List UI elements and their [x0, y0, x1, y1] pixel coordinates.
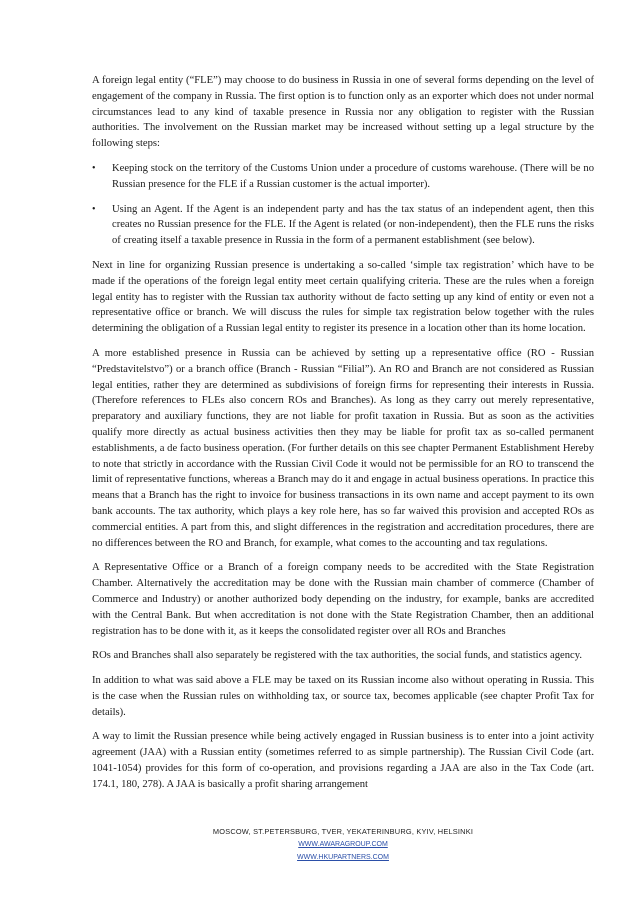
footer-link-hkupartners[interactable]: WWW.HKUPARTNERS.COM — [297, 854, 389, 861]
paragraph-accreditation: A Representative Office or a Branch of a foreign company needs to be accredited with the State Registration Chamber. Alternatively the accreditation may be done with the Russian main chamber of commerce (Chamber of Commerce and Industry) or another authorized body depending on the industry, for example, banks are accredited with the Central Bank. But when accreditation is not done with the State Registration Chamber, then an additional registration has to be done with it, as it keeps the consolidated register over all ROs and Branches — [92, 562, 594, 637]
footer-cities: MOSCOW, ST.PETERSBURG, TVER, YEKATERINBURG, KYIV, HELSINKI — [212, 827, 474, 836]
footer-link-awaragroup[interactable]: WWW.AWARAGROUP.COM — [298, 841, 388, 848]
bullet-text: Keeping stock on the territory of the Customs Union under a procedure of customs warehouse. (There will be no Russian presence for the FLE if a Russian customer is the actual importer). — [112, 162, 594, 190]
paragraph-representative-office: A more established presence in Russia can be achieved by setting up a representative office (RO - Russian “Predstavitelstvo”) or a branch office (Branch - Russian “Filial”). An RO and Branch are not considered as Russian legal entities, rather they are determined as subdivisions of foreign firms for representing their interests in Russia. (Therefore references to FLEs also concern ROs and Branches). As long as they carry out merely representative, preparatory and auxiliary functions, they are not liable for profit taxation in Russia. But as soon as the activities qualify more directly as actual business activities then they may be liable for profit tax as so-called permanent establishments, a de facto business operation. (For further details on this see chapter Permanent Establishment Hereby to note that strictly in accordance with the Russian Civil Code it would not be permissible for an RO to transcend the limit of representative functions, whereas a Branch may do it and engage in actual business operations. In practice this means that a Branch has the right to invoice for business transactions in its own name and accept payment to its own bank accounts. The tax authority, which plays a key role here, has so far waived this provision and accepted ROs as commercial entities. A part from this, and slight differences in the registration and accreditation procedures, there are no differences between the RO and Branch, for example, what comes to the accounting and tax regulations. — [92, 347, 594, 549]
bullet-item-agent — [92, 202, 594, 249]
paragraph-intro: A foreign legal entity (“FLE”) may choose to do business in Russia in one of several forms depending on the level of engagement of the company in Russia. The first option is to function only as an exporter which does not under normal circumstances lead to any kind of taxable presence in Russia nor any obligation to register with the Russian authorities. The involvement on the Russian market may be increased without setting up a legal structure by the following steps: — [92, 75, 594, 150]
bullet-text: Using an Agent. If the Agent is an independent party and has the tax status of an independent agent, then this creates no Russian presence for the FLE. If the Agent is related (or non-independent), then the FLE runs the risks of creating itself a taxable presence in Russia in the form of a permanent establishment (see below). — [112, 203, 594, 247]
bullet-list — [92, 161, 594, 249]
bullet-icon: • — [92, 162, 96, 174]
bullet-icon: • — [92, 203, 96, 215]
paragraph-registration-authorities: ROs and Branches shall also separately be registered with the tax authorities, the social funds, and statistics agency. — [92, 650, 583, 662]
paragraph-withholding-tax: In addition to what was said above a FLE may be taxed on its Russian income also without operating in Russia. This is the case when the Russian rules on withholding tax, or source tax, becomes applicable (see chapter Profit Tax for details). — [92, 675, 594, 718]
paragraph-simple-tax-registration: Next in line for organizing Russian presence is undertaking a so-called ‘simple tax registration’ which have to be made if the operations of the foreign legal entity meet certain qualifying criteria. These are the rules when a foreign legal entity has to register with the Russian tax authority without de facto setting up any kind of entity or even not a representative office or branch. We will discuss the rules for simple tax registration below together with the rules determining the obligation of a Russian legal entity to register its presence in a location other than its home location. — [92, 259, 594, 335]
page-footer — [92, 825, 594, 864]
paragraph-joint-activity: A way to limit the Russian presence while being actively engaged in Russian business is to enter into a joint activity agreement (JAA) with a Russian entity (sometimes referred to as simple partnership). The Russian Civil Code (art. 1041-1054) provides for this form of co-operation, and provisions regarding a JAA are also in the Tax Code (art. 174.1, 180, 278). A JAA is basically a profit sharing arrangement — [92, 731, 594, 790]
bullet-item-customs-warehouse — [92, 161, 594, 193]
body-text — [92, 73, 594, 802]
